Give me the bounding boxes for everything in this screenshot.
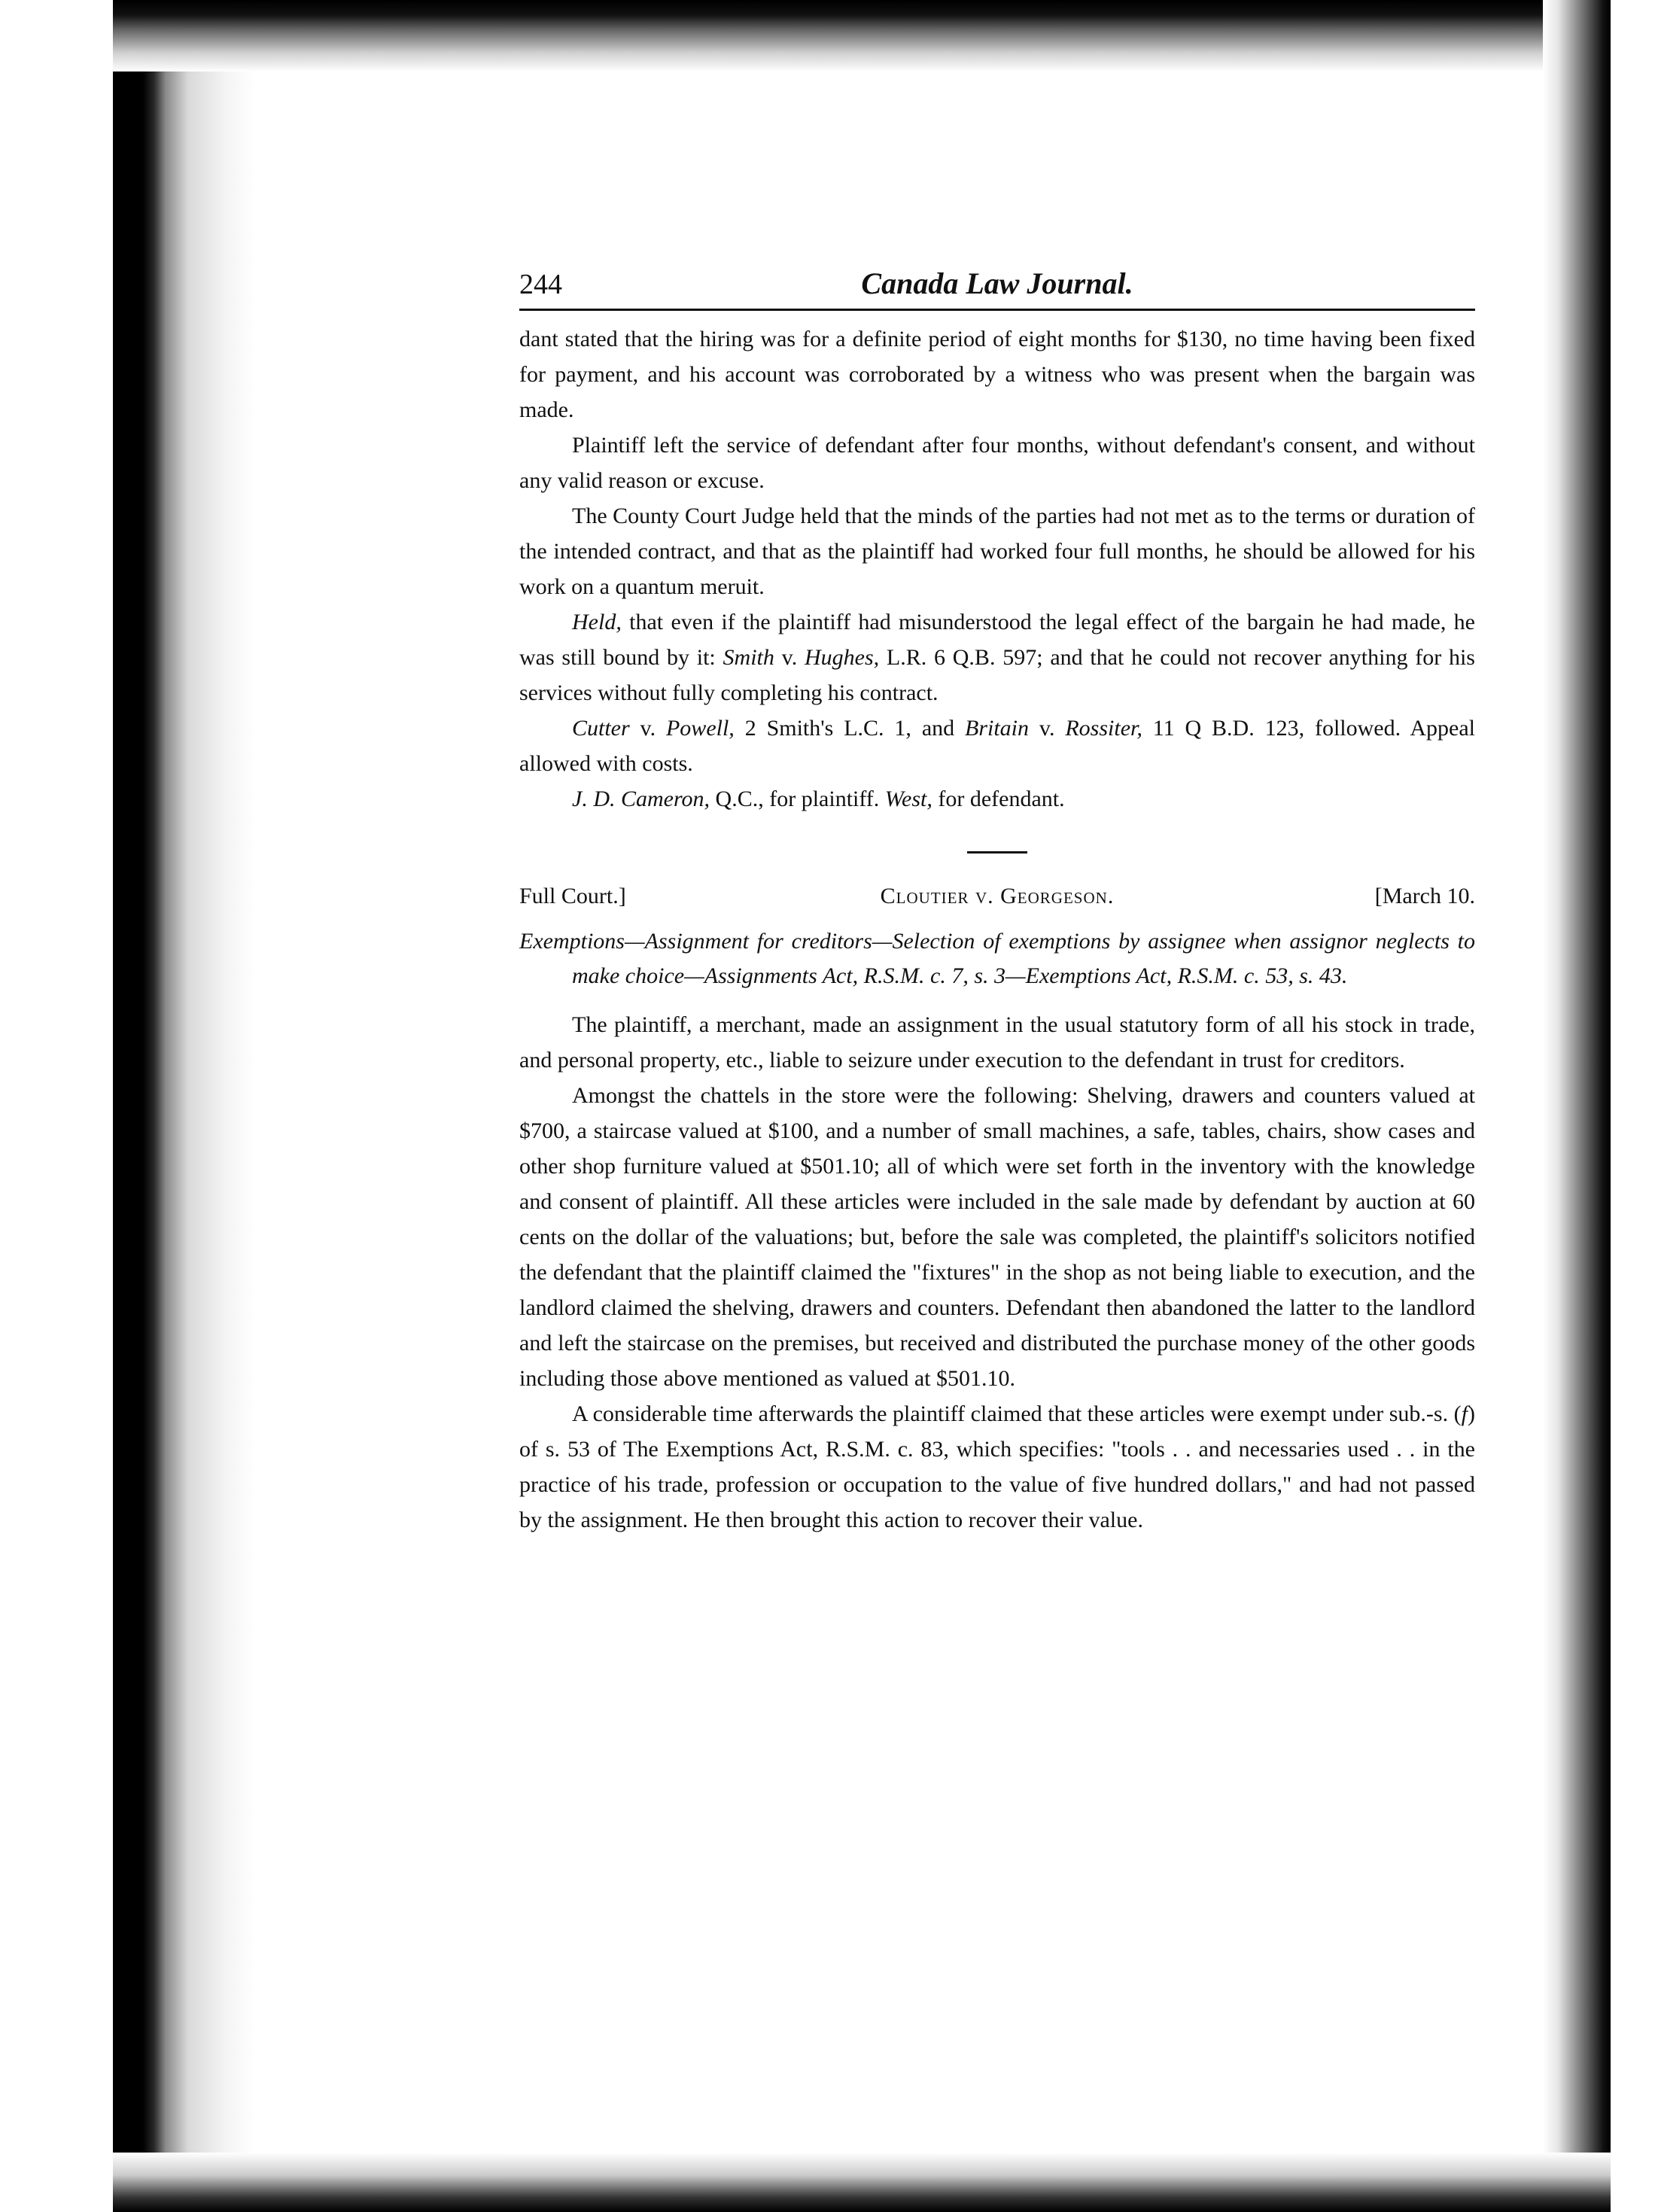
case-name: Britain — [965, 716, 1030, 741]
counsel-name: West, — [884, 787, 932, 811]
scan-right-shadow — [1543, 0, 1611, 2212]
paragraph: The plaintiff, a merchant, made an assignment in the usual statutory form of all his stock in trade, and personal property, etc., liable to seizure under execution to the defendant in trust for creditors. — [519, 1012, 1475, 1073]
case-name: Hughes, — [804, 645, 880, 670]
counsel-paragraph — [519, 781, 1475, 817]
counsel-name: J. D. Cameron, — [572, 787, 710, 811]
subsection-letter: f — [1461, 1401, 1468, 1426]
text-run: 11 Q B.D. 123, followed. Appeal allowed with costs. — [519, 716, 1475, 776]
page — [519, 256, 1475, 2077]
final-paragraph — [519, 1396, 1475, 1538]
case-name: Smith — [723, 645, 774, 670]
scan-margin — [0, 0, 113, 2212]
case-name: Powell, — [665, 716, 735, 741]
headnote: Exemptions—Assignment for creditors—Selection of exemptions by assignee when assignor neglects to make choice—Assignments Act, R.S.M. c. 7, s. 3—Exemptions Act, R.S.M. c. 53, s. 43. — [519, 929, 1475, 988]
text-run: Q.C., for plaintiff. — [710, 787, 885, 811]
text-run: v. — [774, 645, 805, 670]
text-run: L.R. 6 Q.B. 597; and that he could not recover anything for his services without fully completing his contract. — [519, 645, 1475, 705]
journal-title: Canada Law Journal. — [861, 266, 1133, 300]
citation-paragraph — [519, 710, 1475, 781]
scan-top-shadow — [113, 0, 1611, 72]
text-run: that even if the plaintiff had misunderstood the legal effect of the bargain he had made, he was still bound by it: — [519, 610, 1475, 670]
paragraph: dant stated that the hiring was for a definite period of eight months for $130, no time having been fixed for payment, and his account was corroborated by a witness who was present when the bargain was made. — [519, 327, 1475, 422]
page-header — [519, 256, 1475, 311]
case-date: [March 10. — [1374, 884, 1475, 908]
text-run: 2 Smith's L.C. 1, and — [734, 716, 966, 741]
case-header — [519, 884, 1475, 921]
scan-gutter-shadow — [113, 0, 256, 2212]
paragraph: Plaintiff left the service of defendant after four months, without defendant's consent, and without any valid reason or excuse. — [519, 433, 1475, 493]
section-divider — [967, 851, 1027, 853]
case-name: Cutter — [572, 716, 630, 741]
text-run: A considerable time afterwards the plaintiff claimed that these articles were exempt under sub.-s. ( — [572, 1401, 1462, 1426]
case-name: Rossiter, — [1065, 716, 1142, 741]
scan-bottom-shadow — [113, 2153, 1611, 2212]
paragraph: The County Court Judge held that the minds of the parties had not met as to the terms or duration of the intended contract, and that as the plaintiff had worked four full months, he should be allowed for his work on a quantum meruit. — [519, 504, 1475, 599]
case-court: Full Court.] — [519, 884, 626, 908]
held-label: Held, — [572, 610, 622, 634]
text-run: for defendant. — [932, 787, 1065, 811]
case-title: Cloutier v. Georgeson. — [880, 884, 1115, 908]
text-run: ) of s. 53 of The Exemptions Act, R.S.M. c. 83, which specifies: "tools . . and necessaries used . . in the practice of his trade, profession or occupation to the value of five hundred dollars," and had not passed by the assignment. He then brought this action to recover their value. — [519, 1401, 1475, 1532]
held-paragraph — [519, 604, 1475, 710]
page-number: 244 — [519, 269, 562, 300]
text-run: v. — [1029, 716, 1066, 741]
text-run: v. — [629, 716, 666, 741]
paragraph: Amongst the chattels in the store were the following: Shelving, drawers and counters valued at $700, a staircase valued at $100, and a number of small machines, a safe, tables, chairs, show cases and other shop furniture valued at $501.10; all of which were set forth in the inventory with the knowledge and consent of plaintiff. All these articles were included in the sale made by defendant by auction at 60 cents on the dollar of the valuations; but, before the sale was completed, the plaintiff's solicitors notified the defendant that the plaintiff claimed the "fixtures" in the shop as not being liable to execution, and the landlord claimed the shelving, drawers and counters. Defendant then abandoned the latter to the landlord and left the staircase on the premises, but received and distributed the purchase money of the other goods including those above mentioned as valued at $501.10. — [519, 1083, 1475, 1391]
